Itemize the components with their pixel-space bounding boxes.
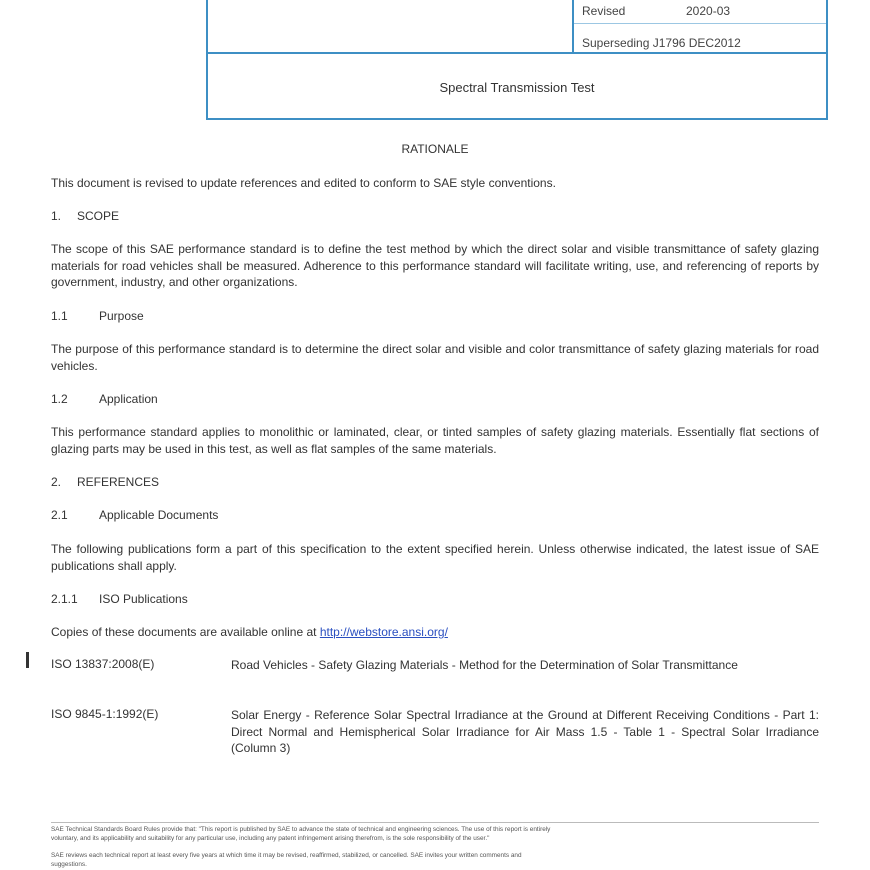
iso-copies-text xyxy=(51,624,819,641)
footer-review-line: suggestions. xyxy=(51,861,87,868)
document-title: Spectral Transmission Test xyxy=(439,80,595,95)
section-heading: ISO Publications xyxy=(99,592,188,606)
reference-description: Solar Energy - Reference Solar Spectral Irradiance at the Ground at Different Receiving Conditions - Part 1: Direct Normal and Hemispherical Solar Irradiance for Air Mass 1.5 - Table 1 - Spectral Solar Irradiance (Column 3) xyxy=(231,708,819,755)
footer-rule xyxy=(51,822,819,823)
scope-text: The scope of this SAE performance standard is to define the test method by which the direct solar and visible transmittance of safety glazing materials for road vehicles shall be measured. Adherence to this performance standard will facilitate writing, use, and referencing of reports by government, industry, and other organizations. xyxy=(51,242,819,289)
rationale-text: This document is revised to update references and edited to conform to SAE style conventions. xyxy=(51,176,556,190)
purpose-text: The purpose of this performance standard is to determine the direct solar and visible and color transmittance of safety glazing materials for road vehicles. xyxy=(51,342,819,373)
revision-change-bar xyxy=(26,652,29,668)
application-text: This performance standard applies to monolithic or laminated, clear, or tinted samples of safety glazing materials. Essentially flat sections of glazing parts may be used in this test, as well as flat samples of the same materials. xyxy=(51,425,819,456)
document-header-box xyxy=(206,0,828,120)
header-divider-horizontal xyxy=(208,52,826,54)
section-number: 1.2 xyxy=(51,392,68,406)
iso-publications-heading xyxy=(51,591,819,608)
applicable-documents-text: The following publications form a part of this specification to the extent specified herein. Unless otherwise indicated, the latest issue of SAE publications shall apply. xyxy=(51,542,819,573)
applicable-documents-heading xyxy=(51,507,819,524)
purpose-heading xyxy=(51,308,819,325)
footer-review-line: SAE reviews each technical report at least every five years at which time it may be revised, reaffirmed, stabilized, or cancelled. SAE invites your written comments and xyxy=(51,852,522,859)
section-number: 2. xyxy=(51,475,62,489)
section-heading: SCOPE xyxy=(77,209,120,223)
section-heading: Application xyxy=(99,392,158,406)
section-number: 1.1 xyxy=(51,309,68,323)
section-number: 1. xyxy=(51,209,62,223)
scope-heading xyxy=(51,208,819,225)
webstore-link[interactable]: http://webstore.ansi.org/ xyxy=(319,625,448,639)
references-heading xyxy=(51,474,819,491)
reference-id: ISO 13837:2008(E) xyxy=(51,657,155,671)
superseding-label: Superseding J1796 DEC2012 xyxy=(582,36,741,50)
section-heading: REFERENCES xyxy=(77,475,160,489)
header-divider-inner xyxy=(574,23,826,24)
revised-date: 2020-03 xyxy=(686,4,731,18)
copies-sentence: Copies of these documents are available online at xyxy=(51,625,320,639)
section-heading: Applicable Documents xyxy=(99,508,219,522)
application-heading xyxy=(51,391,819,408)
reference-id: ISO 9845-1:1992(E) xyxy=(51,707,159,721)
footer-rules-line: voluntary, and its applicability and suitability for any particular use, including any patent infringement arising therefrom, is the sole responsibility of the user." xyxy=(51,835,490,842)
revised-label: Revised xyxy=(582,4,626,18)
section-number: 2.1.1 xyxy=(51,592,78,606)
rationale-heading: RATIONALE xyxy=(401,142,469,156)
header-divider-vertical xyxy=(572,0,574,52)
section-number: 2.1 xyxy=(51,508,68,522)
reference-description: Road Vehicles - Safety Glazing Materials - Method for the Determination of Solar Transmittance xyxy=(231,658,738,672)
section-heading: Purpose xyxy=(99,309,144,323)
footer-rules-line: SAE Technical Standards Board Rules provide that: "This report is published by SAE to advance the state of technical and engineering sciences. The use of this report is entirely xyxy=(51,826,551,833)
